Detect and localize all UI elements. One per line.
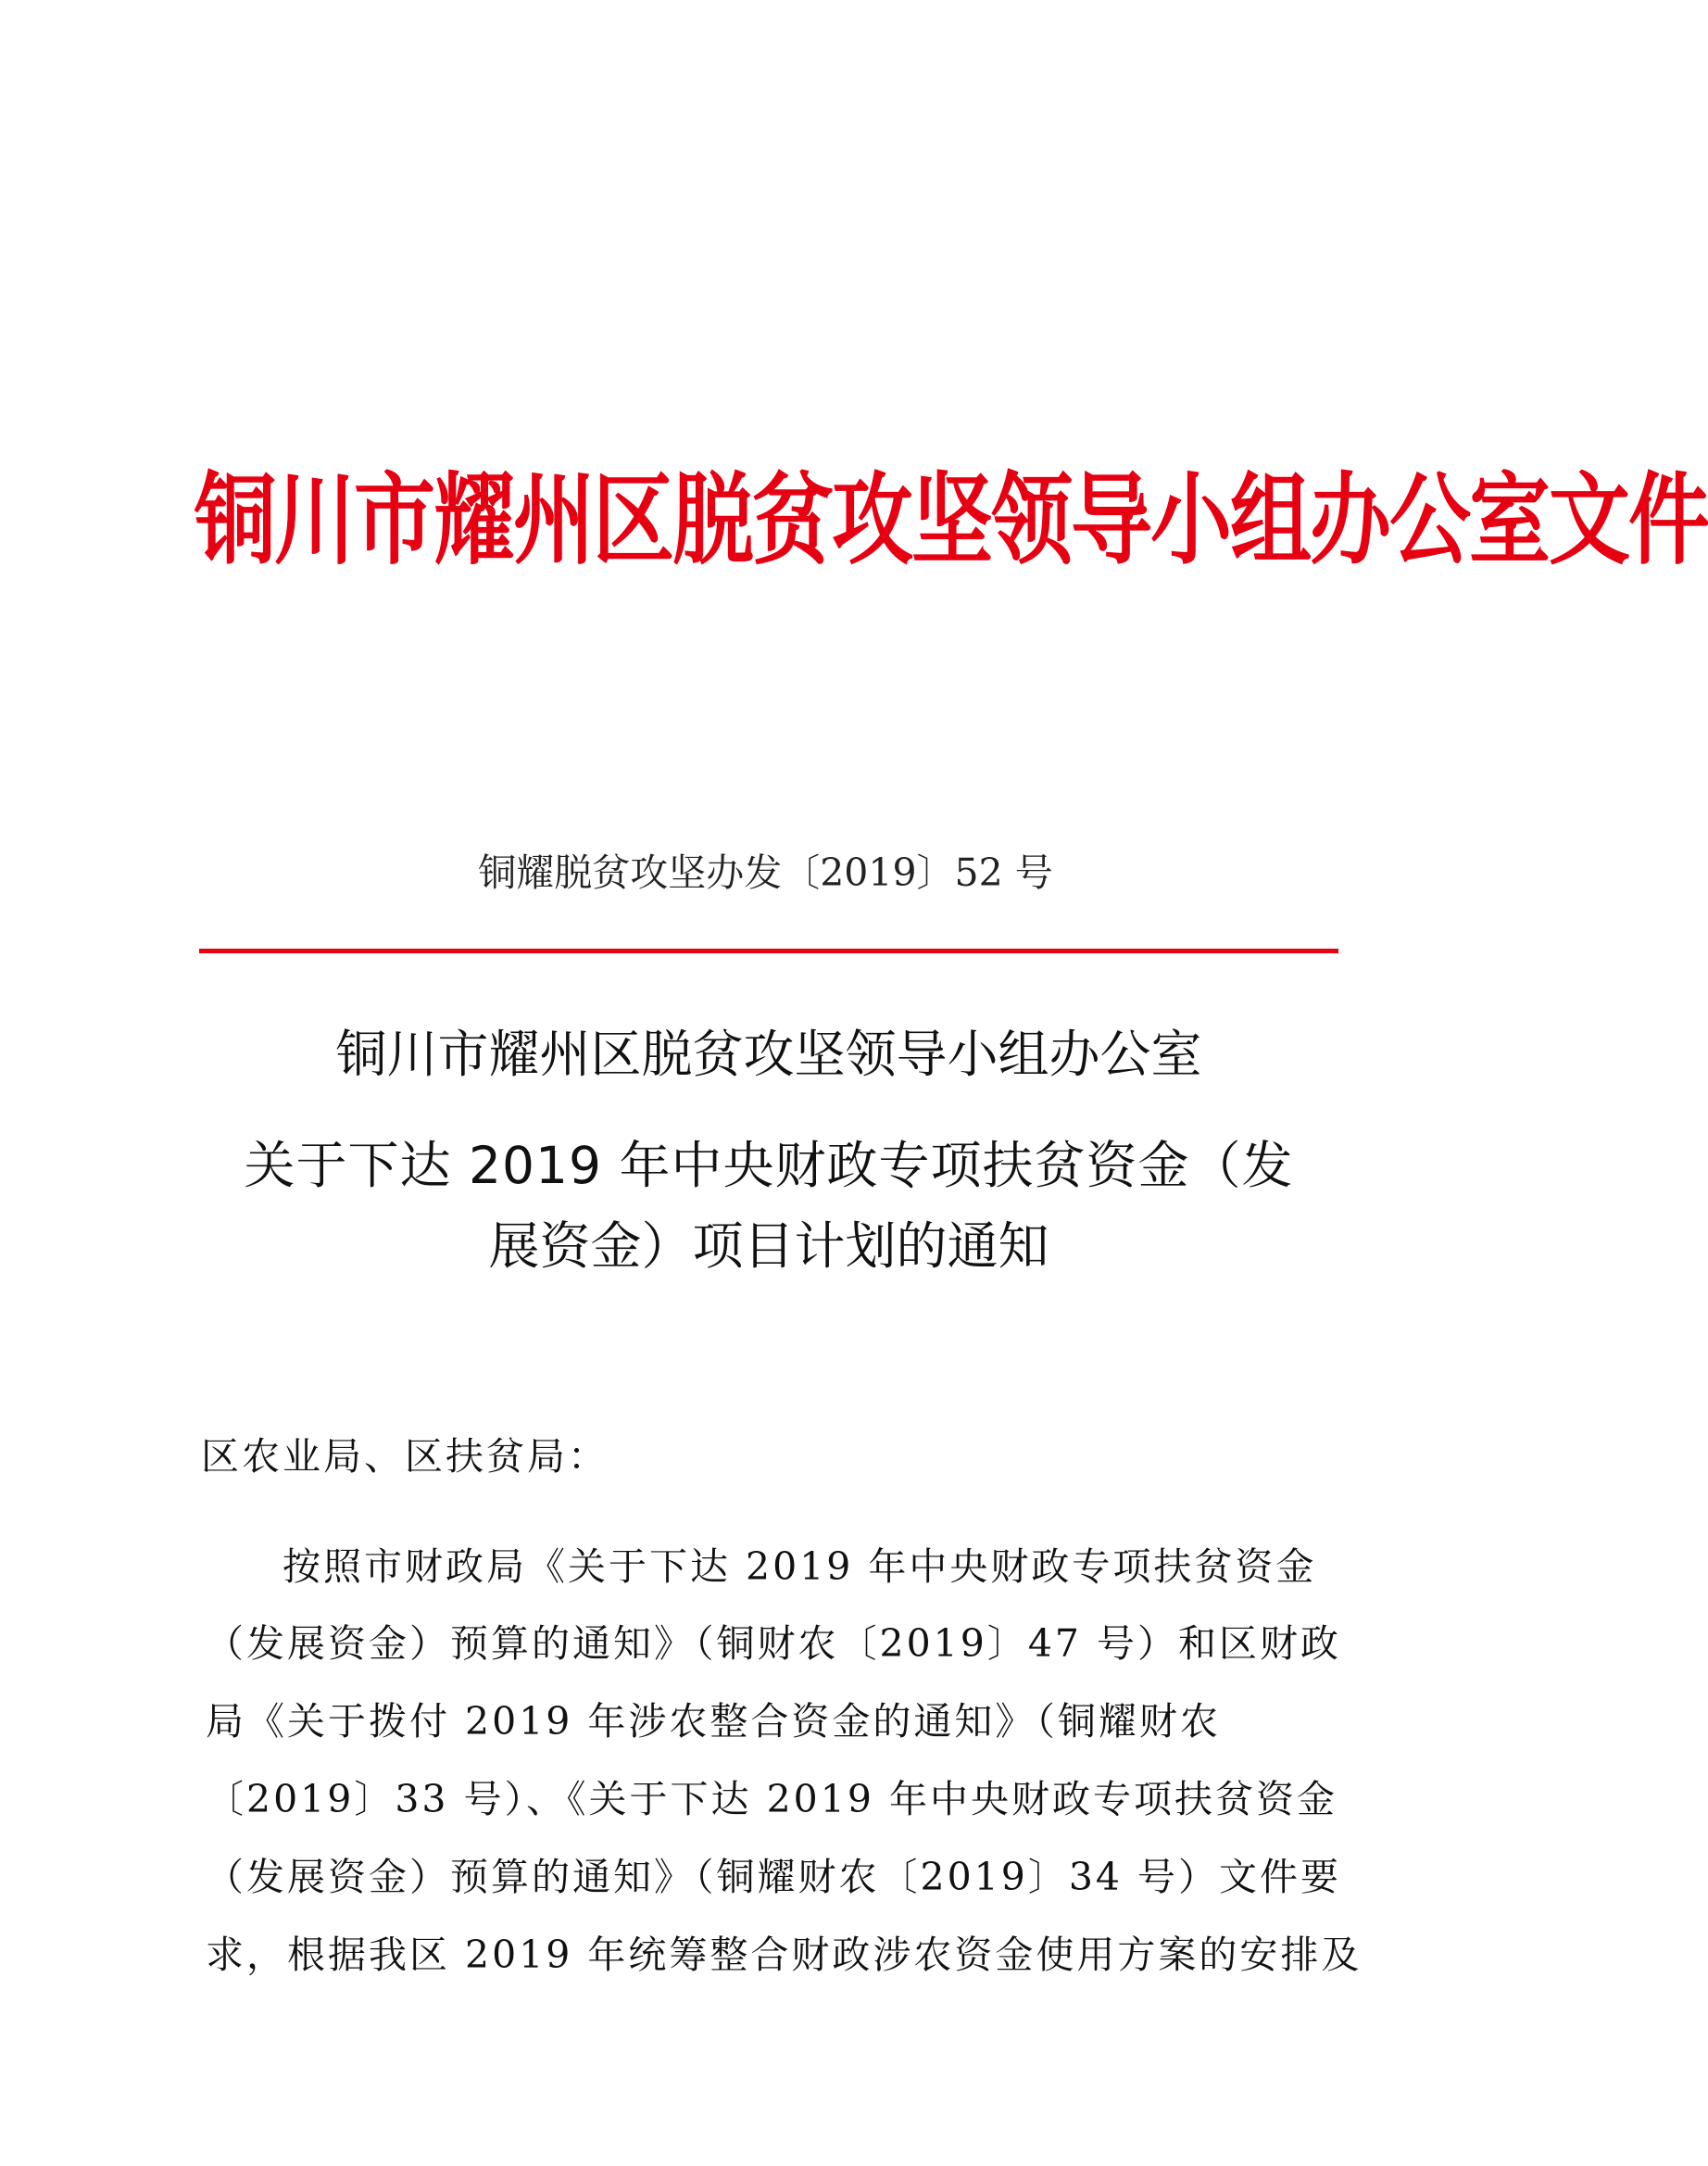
document-title-line-1: 铜川市耀州区脱贫攻坚领导小组办公室 [335, 1025, 1202, 1084]
body-text-line: 按照市财政局《关于下达 2019 年中央财政专项扶贫资金 [283, 1544, 1317, 1589]
body-text-line: （发展资金）预算的通知》（铜财农〔2019〕47 号）和区财政 [206, 1621, 1342, 1666]
document-title-line-3: 展资金）项目计划的通知 [488, 1216, 1049, 1276]
document-number: 铜耀脱贫攻坚办发〔2019〕52 号 [478, 850, 1053, 895]
body-text-line: 求，根据我区 2019 年统筹整合财政涉农资金使用方案的安排及 [206, 1933, 1363, 1977]
body-text-line: 局《关于拨付 2019 年涉农整合资金的通知》（铜耀财农 [206, 1699, 1221, 1744]
red-divider-line [199, 949, 1338, 953]
salutation: 区农业局、区扶贫局： [201, 1434, 609, 1479]
body-text-line: （发展资金）预算的通知》（铜耀财农〔2019〕34 号）文件要 [206, 1855, 1342, 1899]
issuer-banner: 铜川市耀州区脱贫攻坚领导小组办公室文件 [195, 461, 1708, 579]
body-text-line: 〔2019〕33 号）、《关于下达 2019 年中央财政专项扶贫资金 [206, 1777, 1338, 1821]
document-title-line-2: 关于下达 2019 年中央财政专项扶贫资金（发 [244, 1136, 1294, 1195]
